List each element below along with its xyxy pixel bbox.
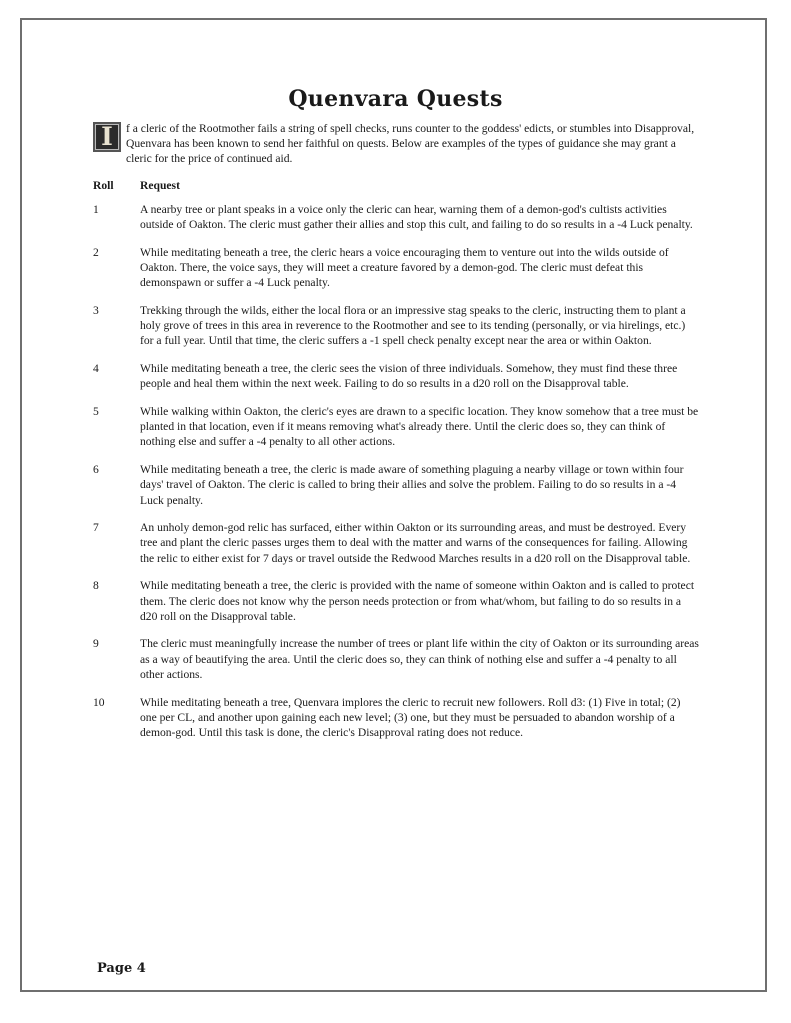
roll-number: 8 bbox=[93, 579, 99, 593]
intro-paragraph bbox=[93, 121, 699, 166]
roll-number: 7 bbox=[93, 521, 99, 535]
request-text: The cleric must meaningfully increase the number of trees or plant life within the city of Oakton or its surrounding areas as a way of beautifying the area. Until the cleric does so, they can think of nothing else and suffer a -4 penalty to all other actions. bbox=[140, 637, 699, 681]
table-row bbox=[93, 520, 699, 566]
request-text: While meditating beneath a tree, the cleric is made aware of something plaguing a nearby village or town within four days' travel of Oakton. The cleric is called to bring their allies and solve the problem. Failing to do so results in a -4 Luck penalty. bbox=[140, 463, 684, 507]
request-text: A nearby tree or plant speaks in a voice only the cleric can hear, warning them of a demon-god's cultists activities outside of Oakton. The cleric must gather their allies and stop this cult, and failing to do so results in a -4 Luck penalty. bbox=[140, 203, 693, 232]
drop-cap-initial: I bbox=[93, 122, 121, 152]
table-row bbox=[93, 202, 699, 232]
table-row bbox=[93, 303, 699, 349]
request-text: While meditating beneath a tree, Quenvara implores the cleric to recruit new followers. Roll d3: (1) Five in total; (2) one per CL, and another upon gaining each new level; (3) one, but they must be persuaded to abandon worship of a demon-god. Until this task is done, the cleric's Disapproval rating does not reduce. bbox=[140, 695, 681, 739]
page-number: Page 4 bbox=[97, 961, 146, 976]
roll-number: 9 bbox=[93, 637, 99, 651]
request-text: While meditating beneath a tree, the cleric hears a voice encouraging them to venture out into the wilds outside of Oakton. There, the voice says, they will meet a creature favored by a demon-god. The cleric must defeat this demonspawn or suffer a -4 Luck penalty. bbox=[140, 245, 669, 290]
table-row bbox=[93, 245, 699, 291]
request-text: While meditating beneath a tree, the cleric is provided with the name of someone within Oakton and is called to protect them. The cleric does not know why the person needs protection or from what/whom, but failing to do so results in a d20 roll on the Disapproval table. bbox=[140, 579, 695, 623]
table-row bbox=[93, 361, 699, 391]
table-row bbox=[93, 404, 699, 450]
quest-table bbox=[93, 202, 699, 753]
table-row bbox=[93, 462, 699, 508]
table-row bbox=[93, 636, 699, 682]
table-row bbox=[93, 578, 699, 624]
header-request: Request bbox=[140, 179, 180, 192]
request-text: While meditating beneath a tree, the cleric sees the vision of three individuals. Somehow, they must find these three people and heal them within the next week. Failing to do so results in a d20 roll on the Disapproval table. bbox=[140, 362, 678, 391]
page-title: Quenvara Quests bbox=[288, 86, 503, 112]
request-text: Trekking through the wilds, either the local flora or an impressive stag speaks to the cleric, instructing them to plant a holy grove of trees in this area in reverence to the Rootmother and see to its tending (personally, or via hirelings, etc.) for a full year. Until that time, the cleric suffers a -1 spell check penalty except near the area or within Oakton. bbox=[140, 304, 686, 348]
roll-number: 6 bbox=[93, 463, 99, 477]
request-text: While walking within Oakton, the cleric's eyes are drawn to a specific location. They know somehow that a tree must be planted in that location, even if it means removing what's already there. Until the cleric does so, they can think of nothing else and suffer a -4 penalty to all other actions. bbox=[140, 405, 699, 449]
roll-number: 3 bbox=[93, 304, 99, 318]
header-roll: Roll bbox=[93, 179, 114, 192]
request-text: An unholy demon-god relic has surfaced, either within Oakton or its surrounding areas, and must be destroyed. Every tree and plant the cleric passes urges them to deal with the matter and warns of the consequences for failing. Allowing the relic to either exist for 7 days or travel outside the Redwood Marches results in a d20 roll on the Disapproval table. bbox=[140, 521, 691, 565]
roll-number: 2 bbox=[93, 245, 99, 259]
table-row bbox=[93, 695, 699, 741]
intro-text: f a cleric of the Rootmother fails a string of spell checks, runs counter to the goddess' edicts, or stumbles into Disapproval, Quenvara has been known to send her faithful on quests. Below are examples of the types of guidance she may grant a cleric for the price of continued aid. bbox=[126, 122, 695, 165]
roll-number: 10 bbox=[93, 695, 105, 709]
roll-number: 5 bbox=[93, 405, 99, 419]
roll-number: 4 bbox=[93, 362, 99, 376]
roll-number: 1 bbox=[93, 203, 99, 216]
